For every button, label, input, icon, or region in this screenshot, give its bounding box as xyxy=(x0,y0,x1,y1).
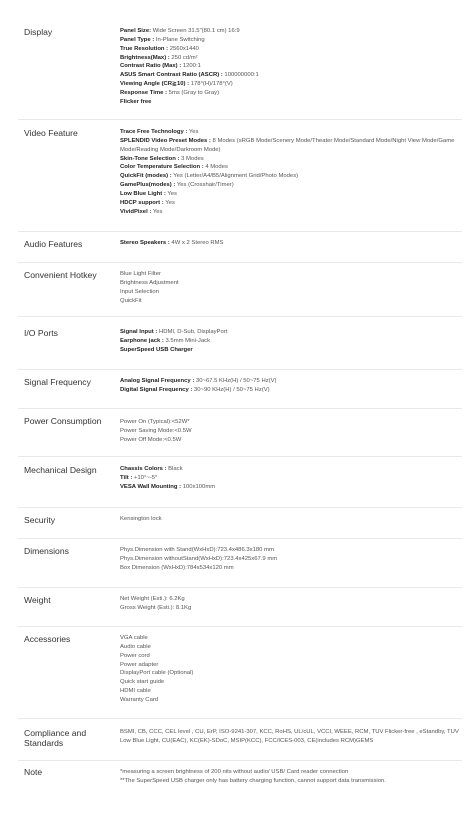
spec-line xyxy=(120,62,468,71)
spec-values xyxy=(120,465,468,492)
spec-line xyxy=(120,377,468,386)
spec-value: 3 Modes xyxy=(181,155,204,162)
row-divider xyxy=(18,507,462,508)
spec-value: Audio cable xyxy=(120,643,151,650)
spec-key: Color Temperature Selection : xyxy=(120,164,204,171)
spec-line xyxy=(120,45,468,54)
spec-key: SuperSpeed USB Charger xyxy=(120,346,193,353)
spec-line xyxy=(120,270,468,279)
spec-values xyxy=(120,27,468,107)
spec-line xyxy=(120,80,468,89)
spec-key: ASUS Smart Contrast Ratio (ASCR) : xyxy=(120,72,223,79)
spec-line xyxy=(120,564,468,573)
spec-key: Panel Type : xyxy=(120,36,155,43)
spec-label: Weight xyxy=(24,595,51,605)
spec-line xyxy=(120,137,468,155)
spec-line xyxy=(120,71,468,80)
spec-line xyxy=(120,54,468,63)
row-divider xyxy=(18,760,462,761)
spec-values xyxy=(120,768,468,786)
spec-line xyxy=(120,181,468,190)
spec-value: 1200:1 xyxy=(182,63,201,70)
spec-value: VGA cable xyxy=(120,635,148,641)
spec-line xyxy=(120,155,468,164)
spec-line xyxy=(120,768,468,777)
spec-label: Audio Features xyxy=(24,239,83,249)
spec-value: *measuring a screen brightness of 200 nits without audio/ USB/ Card reader connection xyxy=(120,769,349,775)
row-divider xyxy=(18,587,462,588)
spec-value: 100x100mm xyxy=(182,483,216,490)
spec-line xyxy=(120,643,468,652)
spec-line xyxy=(120,128,468,137)
spec-value: Wide Screen 31.5"(80.1 cm) 16:9 xyxy=(152,28,240,34)
spec-key: Earphone jack : xyxy=(120,337,164,344)
spec-line xyxy=(120,199,468,208)
row-divider xyxy=(18,369,462,370)
spec-key: QuickFit (modes) : xyxy=(120,173,172,180)
spec-label: Security xyxy=(24,515,56,525)
spec-value: Yes xyxy=(152,208,163,215)
spec-label: Dimensions xyxy=(24,546,69,556)
row-divider xyxy=(18,316,462,317)
row-divider xyxy=(18,119,462,120)
spec-label: Accessories xyxy=(24,634,71,644)
spec-key: Digital Signal Frequency : xyxy=(120,386,193,393)
spec-values xyxy=(120,515,468,524)
spec-value: Box Dimension (WxHxD):784x534x120 mm xyxy=(120,564,234,571)
spec-values xyxy=(120,728,468,746)
spec-value: Yes xyxy=(165,199,175,206)
row-divider xyxy=(18,456,462,457)
spec-value: HDMI, D-Sub, DisplayPort xyxy=(158,329,228,335)
spec-value: Yes xyxy=(188,129,199,135)
spec-value: 178°(H)/178°(V) xyxy=(190,81,233,88)
spec-value: 250 cd/m² xyxy=(171,54,198,61)
spec-key: Viewing Angle (CR≧10) : xyxy=(120,81,190,88)
spec-value: 100000000:1 xyxy=(224,72,259,79)
spec-values xyxy=(120,634,468,705)
spec-value: DisplayPort cable (Optional) xyxy=(120,670,194,677)
spec-line xyxy=(120,36,468,45)
spec-value: HDMI cable xyxy=(120,688,151,695)
spec-label: Convenient Hotkey xyxy=(24,270,97,280)
spec-line xyxy=(120,328,468,337)
spec-value: Brightness Adjustment xyxy=(120,279,179,286)
spec-values xyxy=(120,270,468,305)
spec-value: Kensington lock xyxy=(120,516,162,522)
spec-line xyxy=(120,208,468,217)
spec-line xyxy=(120,728,468,746)
spec-line xyxy=(120,687,468,696)
spec-value: 4W x 2 Stereo RMS xyxy=(171,240,224,246)
spec-line xyxy=(120,678,468,687)
row-divider xyxy=(18,626,462,627)
spec-line xyxy=(120,337,468,346)
spec-line xyxy=(120,279,468,288)
spec-key: Flicker free xyxy=(120,98,152,105)
spec-value: 5ms (Gray to Gray) xyxy=(168,89,220,96)
spec-line xyxy=(120,604,468,613)
spec-key: Signal Input : xyxy=(120,329,158,335)
spec-key: Analog Signal Frequency : xyxy=(120,378,195,384)
spec-key: Panel Size: xyxy=(120,28,152,34)
spec-label: Display xyxy=(24,27,53,37)
spec-line xyxy=(120,27,468,36)
row-divider xyxy=(18,408,462,409)
spec-value: +10°~-5° xyxy=(133,474,158,481)
spec-value: Power cord xyxy=(120,652,150,659)
spec-value: Gross Weight (Esti.): 8.1Kg xyxy=(120,604,192,611)
spec-value: Phys.Dimension with Stand(WxHxD):723.4x486.3x180 mm xyxy=(120,547,274,553)
spec-values xyxy=(120,377,468,395)
spec-line xyxy=(120,346,468,355)
spec-key: Response Time : xyxy=(120,89,168,96)
spec-line xyxy=(120,474,468,483)
spec-value: In-Plane Switching xyxy=(155,36,205,43)
spec-label: Note xyxy=(24,767,43,777)
spec-value: QuickFit xyxy=(120,297,142,304)
spec-values xyxy=(120,328,468,355)
spec-line xyxy=(120,465,468,474)
spec-label: Compliance and Standards xyxy=(24,728,87,748)
spec-value: Input Selection xyxy=(120,288,159,295)
spec-value: Power adapter xyxy=(120,661,159,668)
row-divider xyxy=(18,538,462,539)
spec-key: VividPixel : xyxy=(120,208,152,215)
spec-key: GamePlus(modes) : xyxy=(120,182,176,189)
spec-value: 8 Modes (sRGB Mode/Scenery Mode/Theater Mode/Standard Mode/Night View Mode/Game Mode/Reading Mode/Darkroom Mode) xyxy=(120,137,455,153)
spec-key: Contrast Ratio (Max) : xyxy=(120,63,182,70)
spec-value: Power On (Typical):<52W* xyxy=(120,419,190,425)
spec-value: 2560x1440 xyxy=(169,45,199,52)
spec-line xyxy=(120,98,468,107)
spec-line xyxy=(120,239,468,248)
spec-line xyxy=(120,163,468,172)
spec-values xyxy=(120,239,468,248)
spec-label: Mechanical Design xyxy=(24,465,97,475)
spec-key: Tilt : xyxy=(120,474,133,481)
spec-line xyxy=(120,652,468,661)
spec-line xyxy=(120,297,468,306)
spec-value: 30~67.5 KHz(H) / 50~75 Hz(V) xyxy=(195,378,277,384)
spec-value: Power Saving Mode:<0.5W xyxy=(120,427,192,434)
spec-value: Black xyxy=(168,466,183,472)
row-divider xyxy=(18,262,462,263)
spec-value: Phys.Dimension withoutStand(WxHxD):723.4x425x67.9 mm xyxy=(120,555,278,562)
spec-value: Warranty Card xyxy=(120,696,159,703)
spec-line xyxy=(120,634,468,643)
spec-value: Power Off Mode:<0.5W xyxy=(120,436,182,443)
spec-label: I/O Ports xyxy=(24,328,58,338)
spec-label: Signal Frequency xyxy=(24,377,91,387)
spec-key: Low Blue Light : xyxy=(120,190,166,197)
spec-line xyxy=(120,515,468,524)
spec-value: BSMI, CB, CCC, CEL level , CU, ErP, ISO-9241-307, KCC, RoHS, UL/cUL, VCCI, WEEE, RCM, TUV Flicker-free , eStandby, TUV Low Blue Light, CU(EAC), KC(EK)-SDoC, MSIP(KCC), FCC/ICES-003, CE(includes RCM)GEMS xyxy=(120,729,459,744)
spec-key: Stereo Speakers : xyxy=(120,240,170,246)
spec-line xyxy=(120,669,468,678)
spec-values xyxy=(120,595,468,613)
spec-line xyxy=(120,89,468,98)
row-divider xyxy=(18,718,462,719)
spec-values xyxy=(120,546,468,573)
spec-value: **The SuperSpeed USB charger only has battery charging function, cannot support data transmission. xyxy=(120,777,386,784)
spec-line xyxy=(120,288,468,297)
spec-key: HDCP support : xyxy=(120,199,164,206)
spec-line xyxy=(120,386,468,395)
spec-line xyxy=(120,555,468,564)
spec-label: Power Consumption xyxy=(24,416,102,426)
spec-key: SPLENDID Video Preset Modes : xyxy=(120,137,211,144)
spec-label: Video Feature xyxy=(24,128,78,138)
spec-key: True Resolution : xyxy=(120,45,169,52)
spec-line xyxy=(120,190,468,199)
spec-values xyxy=(120,128,468,216)
spec-line xyxy=(120,427,468,436)
spec-value: 30~90 KHz(H) / 50~75 Hz(V) xyxy=(193,386,270,393)
spec-key: Brightness(Max) : xyxy=(120,54,170,61)
spec-key: VESA Wall Mounting : xyxy=(120,483,182,490)
spec-value: 3.5mm Mini-Jack xyxy=(165,337,211,344)
spec-line xyxy=(120,483,468,492)
spec-value: Yes xyxy=(167,190,177,197)
spec-line xyxy=(120,436,468,445)
spec-value: Blue Light Filter xyxy=(120,271,161,277)
spec-key: Trace Free Technology : xyxy=(120,129,188,135)
spec-value: Yes (Letter/A4/B5/Alignment Grid/Photo Modes) xyxy=(173,173,299,180)
spec-line xyxy=(120,172,468,181)
spec-key: Skin-Tone Selection : xyxy=(120,155,180,162)
spec-value: 4 Modes xyxy=(205,164,228,171)
row-divider xyxy=(18,231,462,232)
spec-line xyxy=(120,546,468,555)
spec-line xyxy=(120,418,468,427)
spec-value: Net Weight (Esti.): 6.2Kg xyxy=(120,596,185,602)
spec-line xyxy=(120,777,468,786)
spec-values xyxy=(120,418,468,445)
spec-key: Chassis Colors : xyxy=(120,466,167,472)
spec-line xyxy=(120,661,468,670)
spec-line xyxy=(120,595,468,604)
spec-value: Yes (Crosshair/Timer) xyxy=(176,182,234,189)
spec-line xyxy=(120,696,468,705)
spec-value: Quick start guide xyxy=(120,679,165,686)
